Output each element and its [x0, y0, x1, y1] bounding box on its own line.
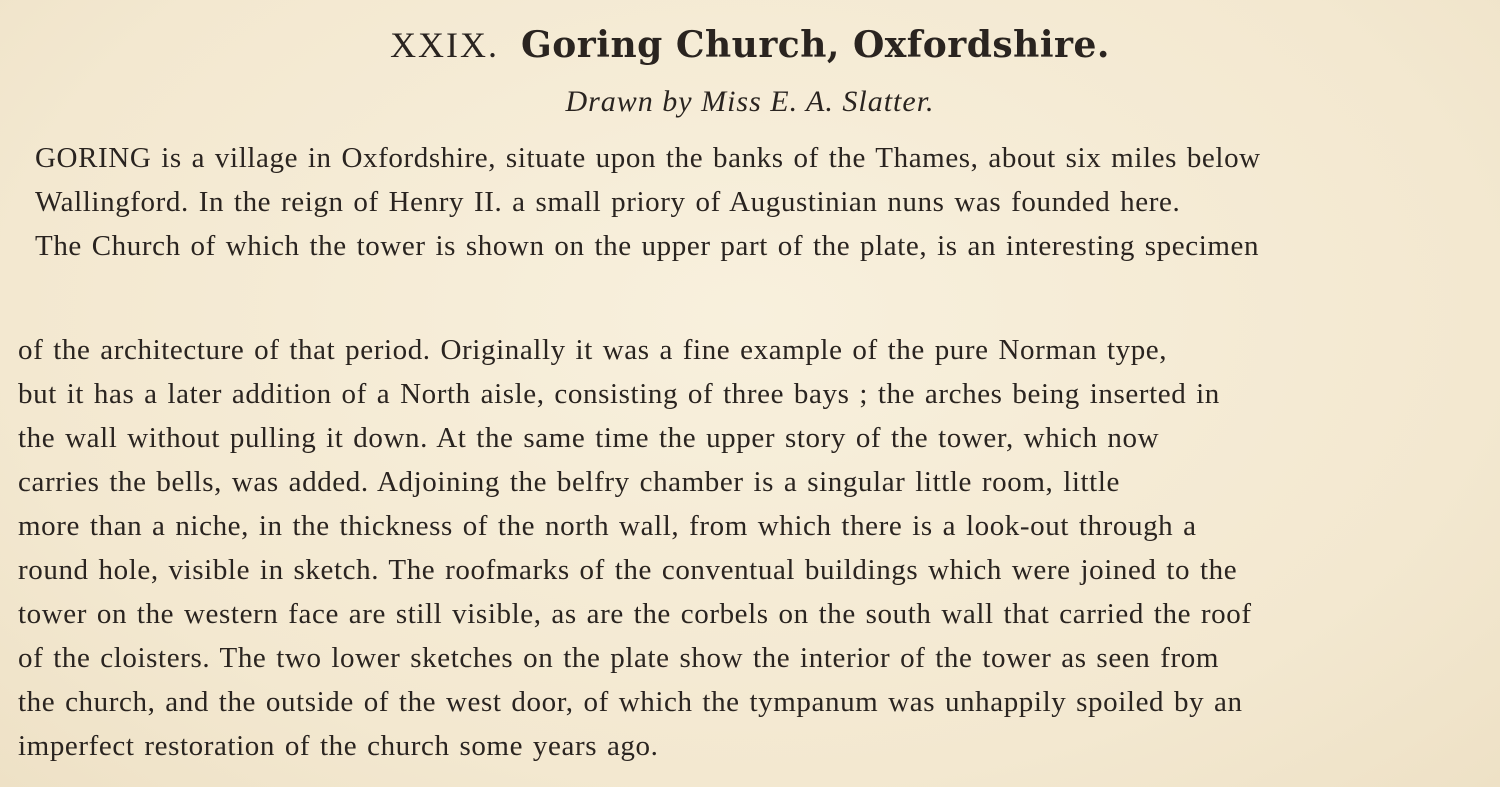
text-line: GORING is a village in Oxfordshire, situate upon the banks of the Thames, about six miles below	[35, 142, 1261, 174]
text-line: carries the bells, was added. Adjoining the belfry chamber is a singular little room, little	[18, 466, 1120, 498]
text-line: more than a niche, in the thickness of the north wall, from which there is a look-out through a	[18, 510, 1197, 542]
text-line: imperfect restoration of the church some years ago.	[18, 730, 659, 762]
text-line: Wallingford. In the reign of Henry II. a small priory of Augustinian nuns was founded here.	[35, 186, 1181, 218]
text-line: but it has a later addition of a North aisle, consisting of three bays ; the arches being inserted in	[18, 378, 1220, 410]
text-line: of the architecture of that period. Originally it was a fine example of the pure Norman type,	[18, 334, 1168, 366]
plate-heading	[0, 18, 1500, 73]
text-line: of the cloisters. The two lower sketches on the plate show the interior of the tower as seen from	[18, 642, 1219, 674]
plate-number: XXIX.	[390, 25, 500, 65]
text-line: the church, and the outside of the west door, of which the tympanum was unhappily spoiled by an	[18, 686, 1243, 718]
plate-title: Goring Church, Oxfordshire.	[521, 24, 1110, 66]
text-line: tower on the western face are still visible, as are the corbels on the south wall that carried the roof	[18, 598, 1252, 630]
text-line: the wall without pulling it down. At the same time the upper story of the tower, which now	[18, 422, 1160, 454]
text-line: round hole, visible in sketch. The roofmarks of the conventual buildings which were joined to the	[18, 554, 1238, 586]
text-line: The Church of which the tower is shown on the upper part of the plate, is an interesting specimen	[35, 230, 1260, 262]
artist-credit: Drawn by Miss E. A. Slatter.	[565, 85, 935, 118]
